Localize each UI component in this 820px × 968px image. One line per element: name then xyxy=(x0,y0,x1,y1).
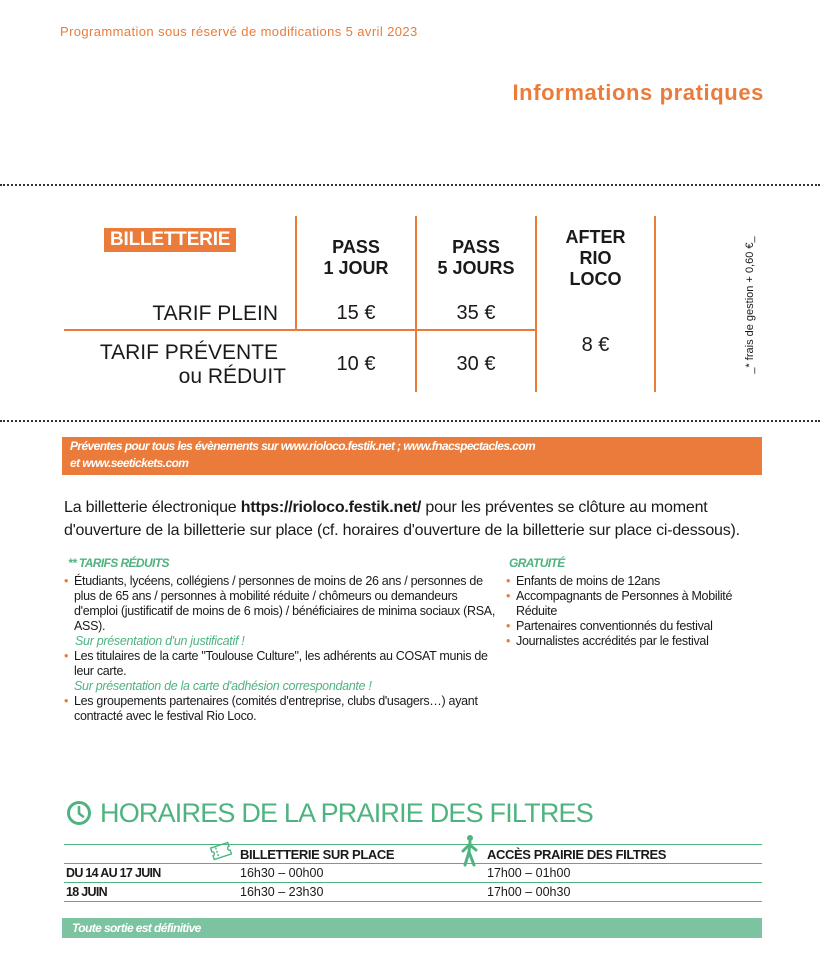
price-after-rio-loco: 8 € xyxy=(581,334,610,356)
col-billetterie-sur-place: BILLETTERIE SUR PLACE xyxy=(240,847,395,862)
table-cell-billetterie: 16h30 – 00h00 xyxy=(240,866,324,880)
list-item: • Les groupements partenaires (comités d'entreprise, clubs d'usagers…) ayant contracté avec le festival Rio Loco. xyxy=(64,694,478,723)
list-item: • Partenaires conventionnés du festival xyxy=(506,619,713,633)
fees-note: _* frais de gestion + 0,60 €_ xyxy=(744,236,756,374)
table-rule xyxy=(64,882,762,883)
table-rule xyxy=(64,844,762,845)
list-item: • Étudiants, lycéens, collégiens / personnes de moins de 26 ans / personnes de plus de 65 ans / personnes à mobilité réduite / chômeurs ou demandeurs d'emploi (justificatif de moins de 6 mois) / bénéficiaires de minima sociaux (RSA, ASS). Sur présentation d'un justificatif ! xyxy=(64,574,496,648)
price-plein-1-jour: 15 € xyxy=(336,302,376,324)
price-plein-5-jours: 35 € xyxy=(456,302,496,324)
table-cell-acces: 17h00 – 00h30 xyxy=(487,885,571,899)
table-row-days: DU 14 AU 17 JUIN xyxy=(66,866,161,880)
reduced-fares-list xyxy=(64,574,496,724)
table-row-days: 18 JUIN xyxy=(66,885,107,899)
page-title: Informations pratiques xyxy=(512,80,764,105)
e-ticket-paragraph: La billetterie électronique https://rioloco.festik.net/ pour les préventes se clôture au moment d'ouverture de la billetterie sur place (cf. horaires d'ouverture de la billetterie sur place ci-dessous). xyxy=(64,499,740,539)
exit-notice-banner: Toute sortie est définitive xyxy=(62,918,762,938)
revision-note: Programmation sous réservé de modifications 5 avril 2023 xyxy=(60,24,418,39)
price-prevente-1-jour: 10 € xyxy=(336,353,376,375)
horaires-title: HORAIRES DE LA PRAIRIE DES FILTRES xyxy=(100,798,593,828)
row-label-tarif-prevente: TARIF PRÉVENTE ou RÉDUIT xyxy=(99,341,286,388)
reduced-fares-heading: ** TARIFS RÉDUITS xyxy=(68,556,169,570)
free-entry-list xyxy=(506,574,764,649)
ticket-icon xyxy=(206,836,236,866)
festik-link[interactable]: https://rioloco.festik.net/ xyxy=(240,499,422,516)
table-cell-acces: 17h00 – 01h00 xyxy=(487,866,571,880)
col-divider-4 xyxy=(654,216,656,392)
price-prevente-5-jours: 30 € xyxy=(456,353,496,375)
divider-top xyxy=(0,184,820,186)
list-item: • Les titulaires de la carte "Toulouse Culture", les adhérents au COSAT munis de leur carte. Sur présentation de la carte d'adhésion correspondante ! xyxy=(64,649,488,693)
col-acces-prairie: ACCÈS PRAIRIE DES FILTRES xyxy=(487,847,667,862)
list-item: • Journalistes accrédités par le festival xyxy=(506,634,709,648)
col-pass-5-jours: PASS 5 JOURS xyxy=(437,237,515,278)
table-rule xyxy=(64,901,762,902)
divider-bottom xyxy=(0,420,820,422)
presale-banner: Préventes pour tous les évènements sur www.rioloco.festik.net ; www.fnacspectacles.com et www.seetickets.com xyxy=(62,437,762,475)
billetterie-badge: BILLETTERIE xyxy=(104,228,236,252)
list-item: • Accompagnants de Personnes à Mobilité Réduite xyxy=(506,589,733,618)
row-divider xyxy=(64,329,537,331)
table-rule xyxy=(64,863,762,864)
col-after-rio-loco: AFTER RIO LOCO xyxy=(565,227,626,289)
free-entry-heading: GRATUITÉ xyxy=(509,556,565,570)
row-label-tarif-plein: TARIF PLEIN xyxy=(152,302,278,325)
table-cell-billetterie: 16h30 – 23h30 xyxy=(240,885,324,899)
list-item: • Enfants de moins de 12ans xyxy=(506,574,660,588)
col-pass-1-jour: PASS 1 JOUR xyxy=(323,237,389,278)
